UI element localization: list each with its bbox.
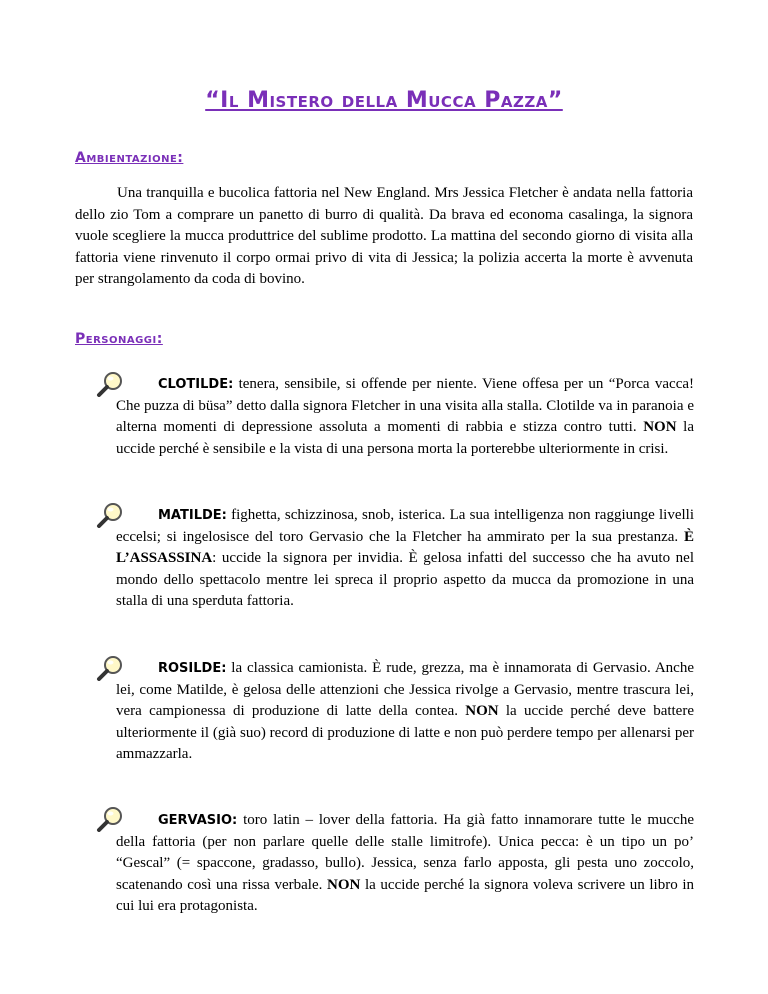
character-text: toro latin – lover della fattoria. Ha già fatto innamorare tutte le mucche della fattoria (per non parlare quelle delle stalle limitrofe). Unica pecca: è un tipo un po’ “Gescal” (= spaccone, gradasso, bullo). Jessica, senza farlo apposta, gli pesta uno zoccolo, scatenando così una rissa verbale. xyxy=(116,812,694,893)
characters-heading: Personaggi: xyxy=(75,331,163,347)
character-text: la classica camionista. È rude, grezza, ma è innamorata di Gervasio. Anche lei, come Matilde, è gelosa delle attenzioni che Jessica rivolge a Gervasio, mentre trascura lei, vera campionessa di produzione di latte della contea. xyxy=(116,660,694,719)
character-entry xyxy=(116,810,694,918)
character-verdict: NON xyxy=(643,419,677,435)
character-text: la uccide perché la signora voleva scrivere un libro in cui lui era protagonista. xyxy=(116,876,694,914)
character-entry xyxy=(116,658,694,766)
character-name: MATILDE: xyxy=(158,508,227,523)
character-verdict: È L’ASSASSINA xyxy=(116,528,694,566)
character-text: fighetta, schizzinosa, snob, isterica. La sua intelligenza non raggiunge livelli eccelsi; si ingelosisce del toro Gervasio che la Fletcher ha ammirato per la sua prestanza. xyxy=(116,507,694,545)
document-title: “Il Mistero della Mucca Pazza” xyxy=(205,88,563,113)
character-name: ROSILDE: xyxy=(158,661,227,676)
character-text: : uccide la signora per invidia. È gelosa infatti del successo che ha avuto nel mondo dello spettacolo mentre lei spreca il proprio aspetto da mucca da promozione in una stalla di una sperduta fattoria. xyxy=(116,550,694,609)
setting-paragraph: Una tranquilla e bucolica fattoria nel New England. Mrs Jessica Fletcher è andata nella fattoria dello zio Tom a comprare un panetto di burro di qualità. Da brava ed economa casalinga, la signora vuole scegliere la mucca produttrice del sublime prodotto. La mattina del secondo giorno di visita alla fattoria viene rinvenuto il corpo ormai privo di vita di Jessica; la polizia accerta la morte è avvenuta per strangolamento da coda di bovino. xyxy=(75,185,693,287)
character-verdict: NON xyxy=(465,703,499,719)
character-name: CLOTILDE: xyxy=(158,377,234,392)
character-entry xyxy=(116,374,694,460)
character-text: tenera, sensibile, si offende per niente. Viene offesa per un “Porca vacca! Che puzza di büsa” detto dalla signora Fletcher in una visita alla stalla. Clotilde va in paranoia e alterna momenti di depressione assoluta a momenti di rabbia e stizza contro tutti. xyxy=(116,376,694,435)
character-text: la uccide perché deve battere ulteriormente il (già suo) record di produzione di latte e non può perdere tempo per allenarsi per ammazzarla. xyxy=(116,703,694,762)
setting-heading: Ambientazione: xyxy=(75,150,184,166)
character-entry xyxy=(116,505,694,613)
character-name: GERVASIO: xyxy=(158,813,238,828)
character-verdict: NON xyxy=(326,876,361,893)
character-text: la uccide perché è sensibile e la vista di una persona morta la porterebbe ulteriormente in crisi. xyxy=(116,419,695,457)
